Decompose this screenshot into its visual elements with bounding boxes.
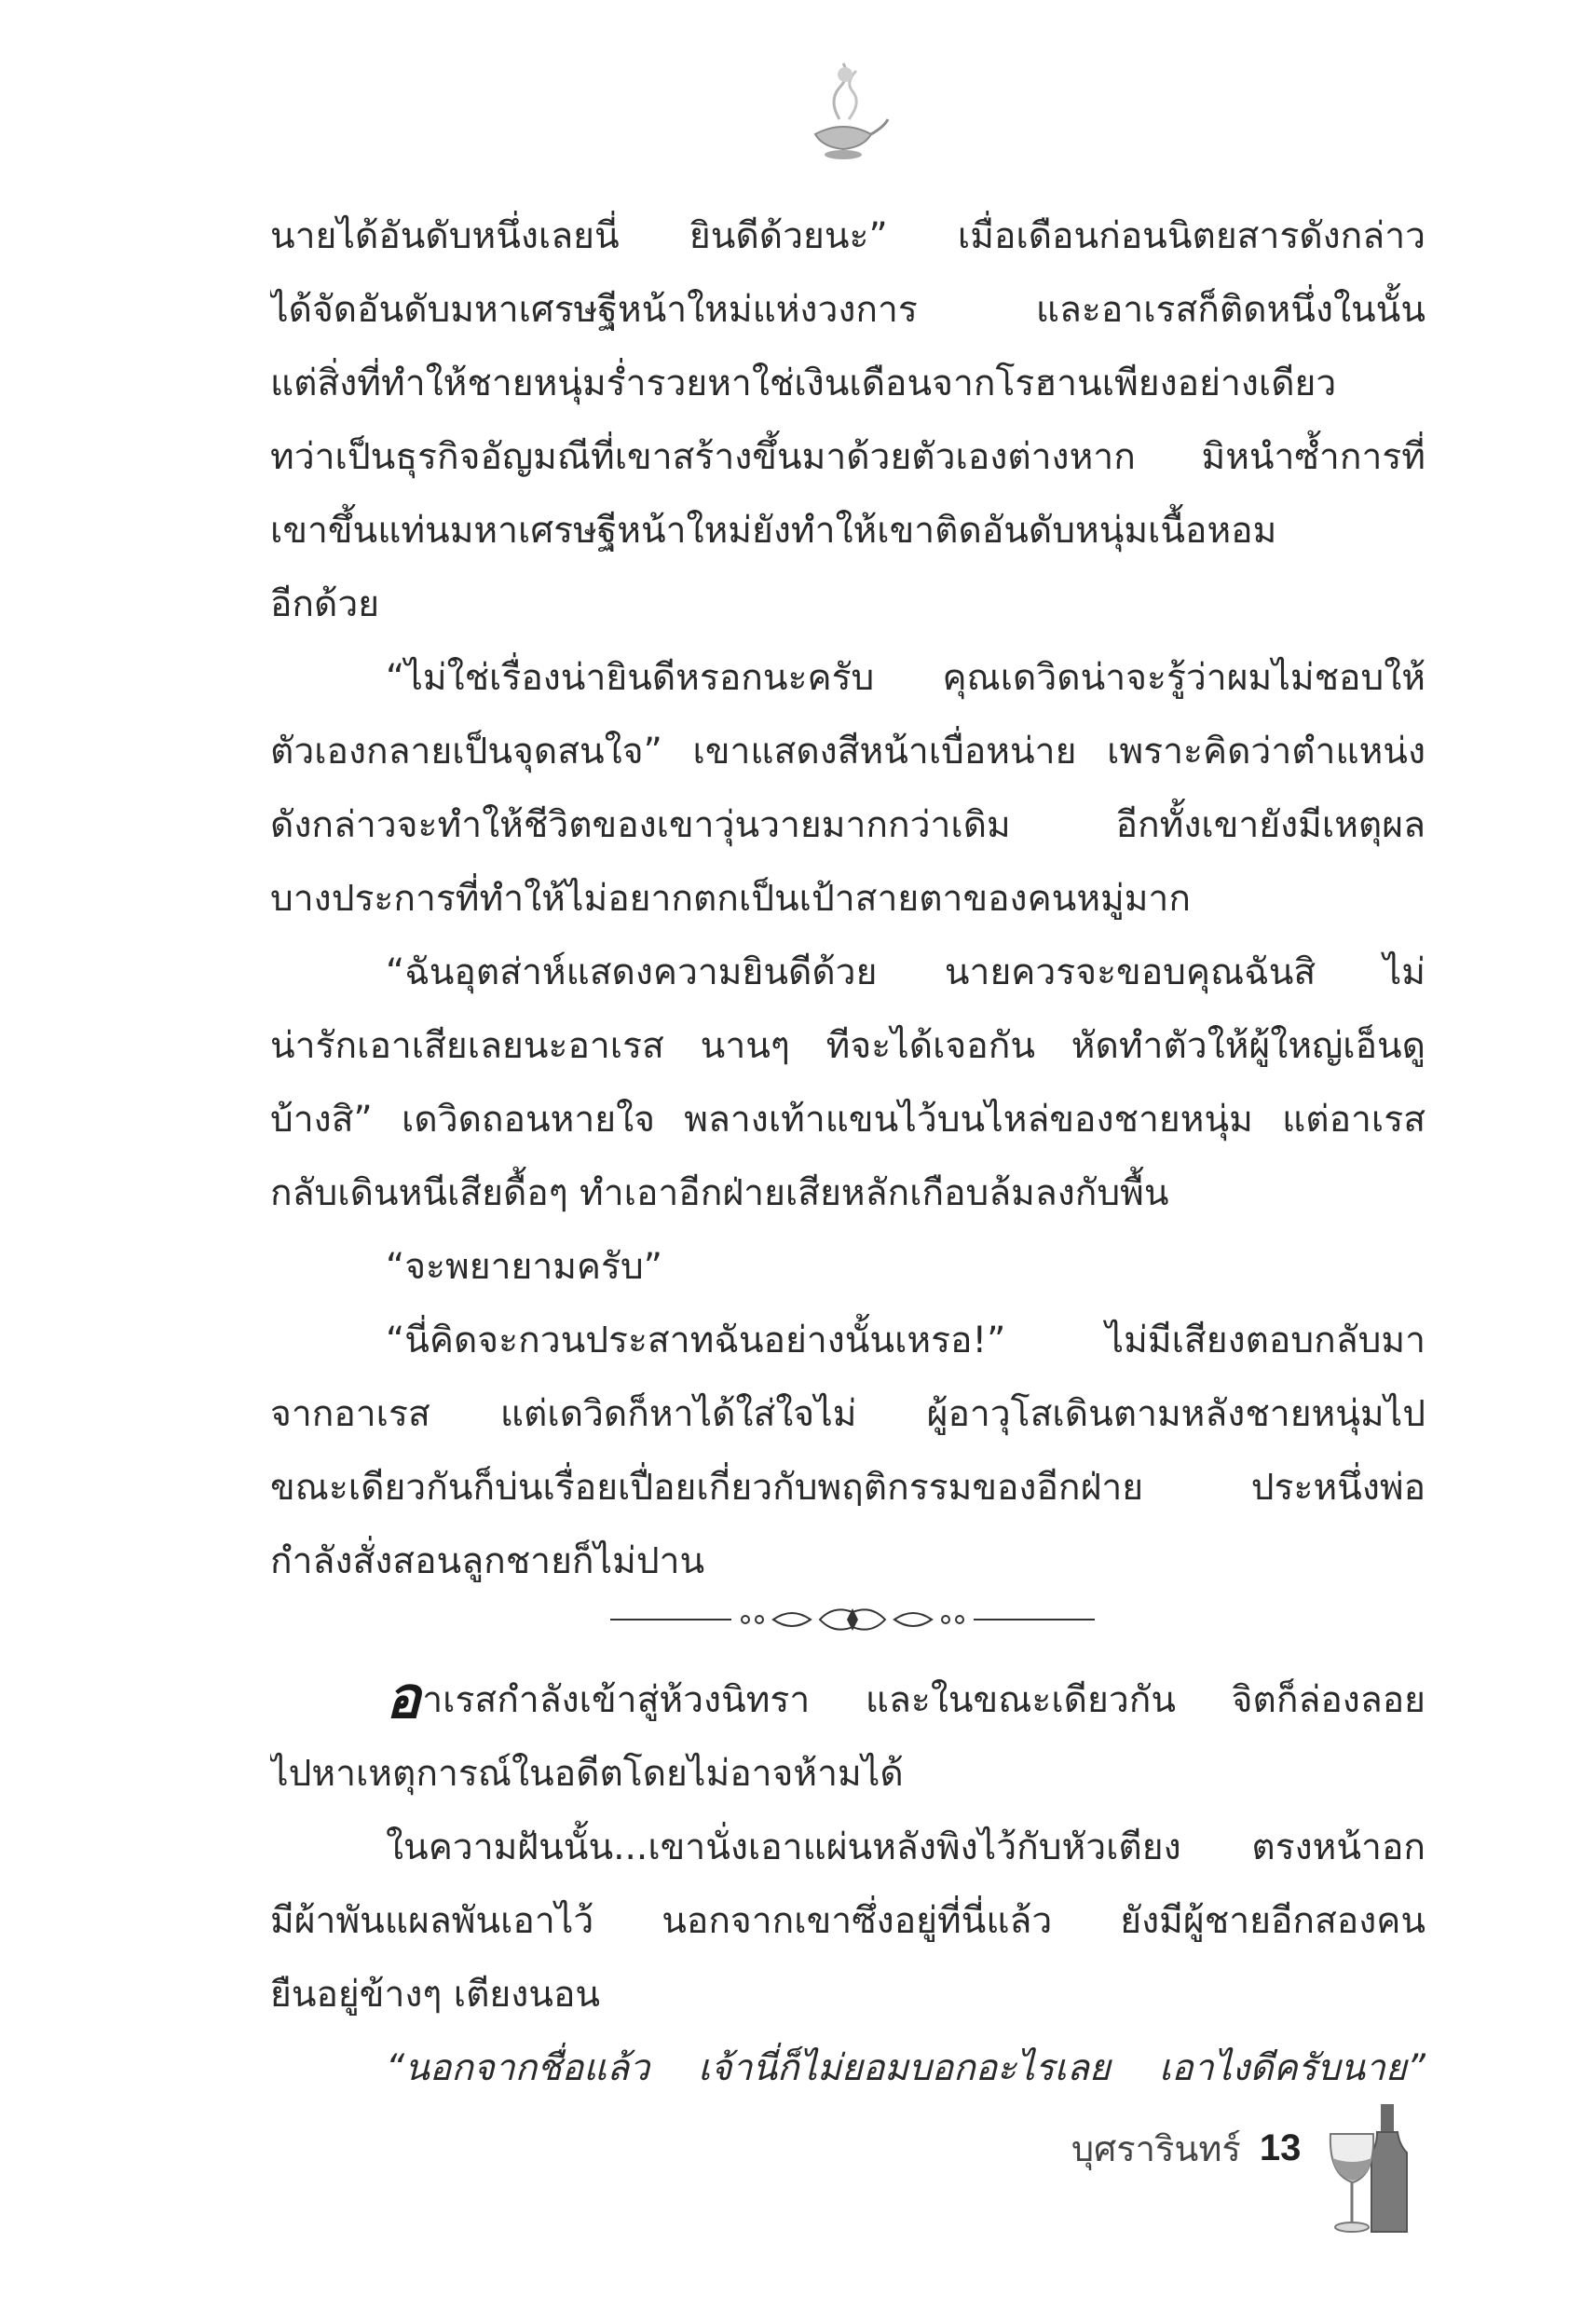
text-line: “จะพยายามครับ” [386, 1246, 662, 1288]
page-number: 13 [1259, 2126, 1302, 2168]
paragraph [270, 1663, 1425, 1811]
text-line: อีกด้วย [270, 583, 380, 625]
ornamental-divider [610, 1601, 1095, 1638]
paragraph [270, 936, 1425, 1230]
text-line: “นี่คิดจะกวนประสาทฉันอย่างนั้นเหรอ!” ไม่มีเสียงตอบกลับมา [386, 1320, 1425, 1361]
text-line: ขณะเดียวกันก็บ่นเรื่อยเปื่อยเกี่ยวกับพฤติกรรมของอีกฝ่าย ประหนึ่งพ่อ [270, 1467, 1425, 1509]
paragraph [270, 641, 1425, 936]
text-line: แต่สิ่งที่ทำให้ชายหนุ่มร่ำรวยหาใช่เงินเดือนจากโรฮานเพียงอย่างเดียว [270, 362, 1337, 404]
paragraph [270, 1304, 1425, 1598]
text-line: “ฉันอุตส่าห์แสดงความยินดีด้วย นายควรจะขอบคุณฉันสิ ไม่ [386, 951, 1425, 993]
text-line: น่ารักเอาเสียเลยนะอาเรส นานๆ ทีจะได้เจอกัน หัดทำตัวให้ผู้ใหญ่เอ็นดู [270, 1025, 1425, 1067]
text-line: มีผ้าพันแผลพันเอาไว้ นอกจากเขาซึ่งอยู่ที่นี่แล้ว ยังมีผู้ชายอีกสองคน [270, 1900, 1425, 1942]
text-line: “นอกจากชื่อแล้ว เจ้านี่ก็ไม่ยอมบอกอะไรเลย เอาไงดีครับนาย” [386, 2047, 1425, 2089]
paragraph [270, 199, 1425, 641]
text-line: นายได้อันดับหนึ่งเลยนี่ ยินดีด้วยนะ” เมื่อเดือนก่อนนิตยสารดังกล่าว [270, 215, 1425, 257]
genie-lamp-icon [797, 54, 890, 166]
author-name: บุศรารินทร์ [1071, 2127, 1241, 2169]
body-text [270, 199, 1425, 1598]
text-line: ในความฝันนั้น...เขานั่งเอาแผ่นหลังพิงไว้กับหัวเตียง ตรงหน้าอก [386, 1826, 1425, 1868]
wine-glass-bottle-icon [1323, 2097, 1425, 2236]
text-line: ทว่าเป็นธุรกิจอัญมณีที่เขาสร้างขึ้นมาด้วยตัวเองต่างหาก มิหนำซ้ำการที่ [270, 436, 1425, 478]
text-line: กลับเดินหนีเสียดื้อๆ ทำเอาอีกฝ่ายเสียหลักเกือบล้มลงกับพื้น [270, 1172, 1169, 1214]
text-line: ได้จัดอันดับมหาเศรษฐีหน้าใหม่แห่งวงการ และอาเรสก็ติดหนึ่งในนั้น [270, 289, 1425, 331]
text-line: ยืนอยู่ข้างๆ เตียงนอน [270, 1974, 601, 2016]
text-line: ไปหาเหตุการณ์ในอดีตโดยไม่อาจห้ามได้ [270, 1753, 904, 1795]
text-line [270, 1663, 1425, 1737]
text-line: บ้างสิ” เดวิดถอนหายใจ พลางเท้าแขนไว้บนไหล่ของชายหนุ่ม แต่อาเรส [270, 1099, 1425, 1141]
drop-cap: อ [386, 1663, 421, 1731]
paragraph [270, 1230, 1425, 1304]
section-two-text [270, 1663, 1425, 2105]
text-line: บางประการที่ทำให้ไม่อยากตกเป็นเป้าสายตาของคนหมู่มาก [270, 878, 1191, 920]
drop-cap-line-text: าเรสกำลังเข้าสู่ห้วงนิทรา และในขณะเดียวกัน จิตก็ล่องลอย [422, 1679, 1425, 1721]
text-line: เขาขึ้นแท่นมหาเศรษฐีหน้าใหม่ยังทำให้เขาติดอันดับหนุ่มเนื้อหอม [270, 510, 1277, 552]
page-footer [1071, 2111, 1301, 2185]
text-line: ตัวเองกลายเป็นจุดสนใจ” เขาแสดงสีหน้าเบื่อหน่าย เพราะคิดว่าตำแหน่ง [270, 731, 1425, 773]
text-line: จากอาเรส แต่เดวิดก็หาได้ใส่ใจไม่ ผู้อาวุโสเดินตามหลังชายหนุ่มไป [270, 1393, 1425, 1435]
text-line: กำลังสั่งสอนลูกชายก็ไม่ปาน [270, 1540, 705, 1582]
paragraph [270, 2031, 1425, 2105]
text-line: “ไม่ใช่เรื่องน่ายินดีหรอกนะครับ คุณเดวิดน่าจะรู้ว่าผมไม่ชอบให้ [386, 657, 1425, 699]
paragraph [270, 1811, 1425, 2031]
text-line: ดังกล่าวจะทำให้ชีวิตของเขาวุ่นวายมากกว่าเดิม อีกทั้งเขายังมีเหตุผล [270, 804, 1425, 846]
